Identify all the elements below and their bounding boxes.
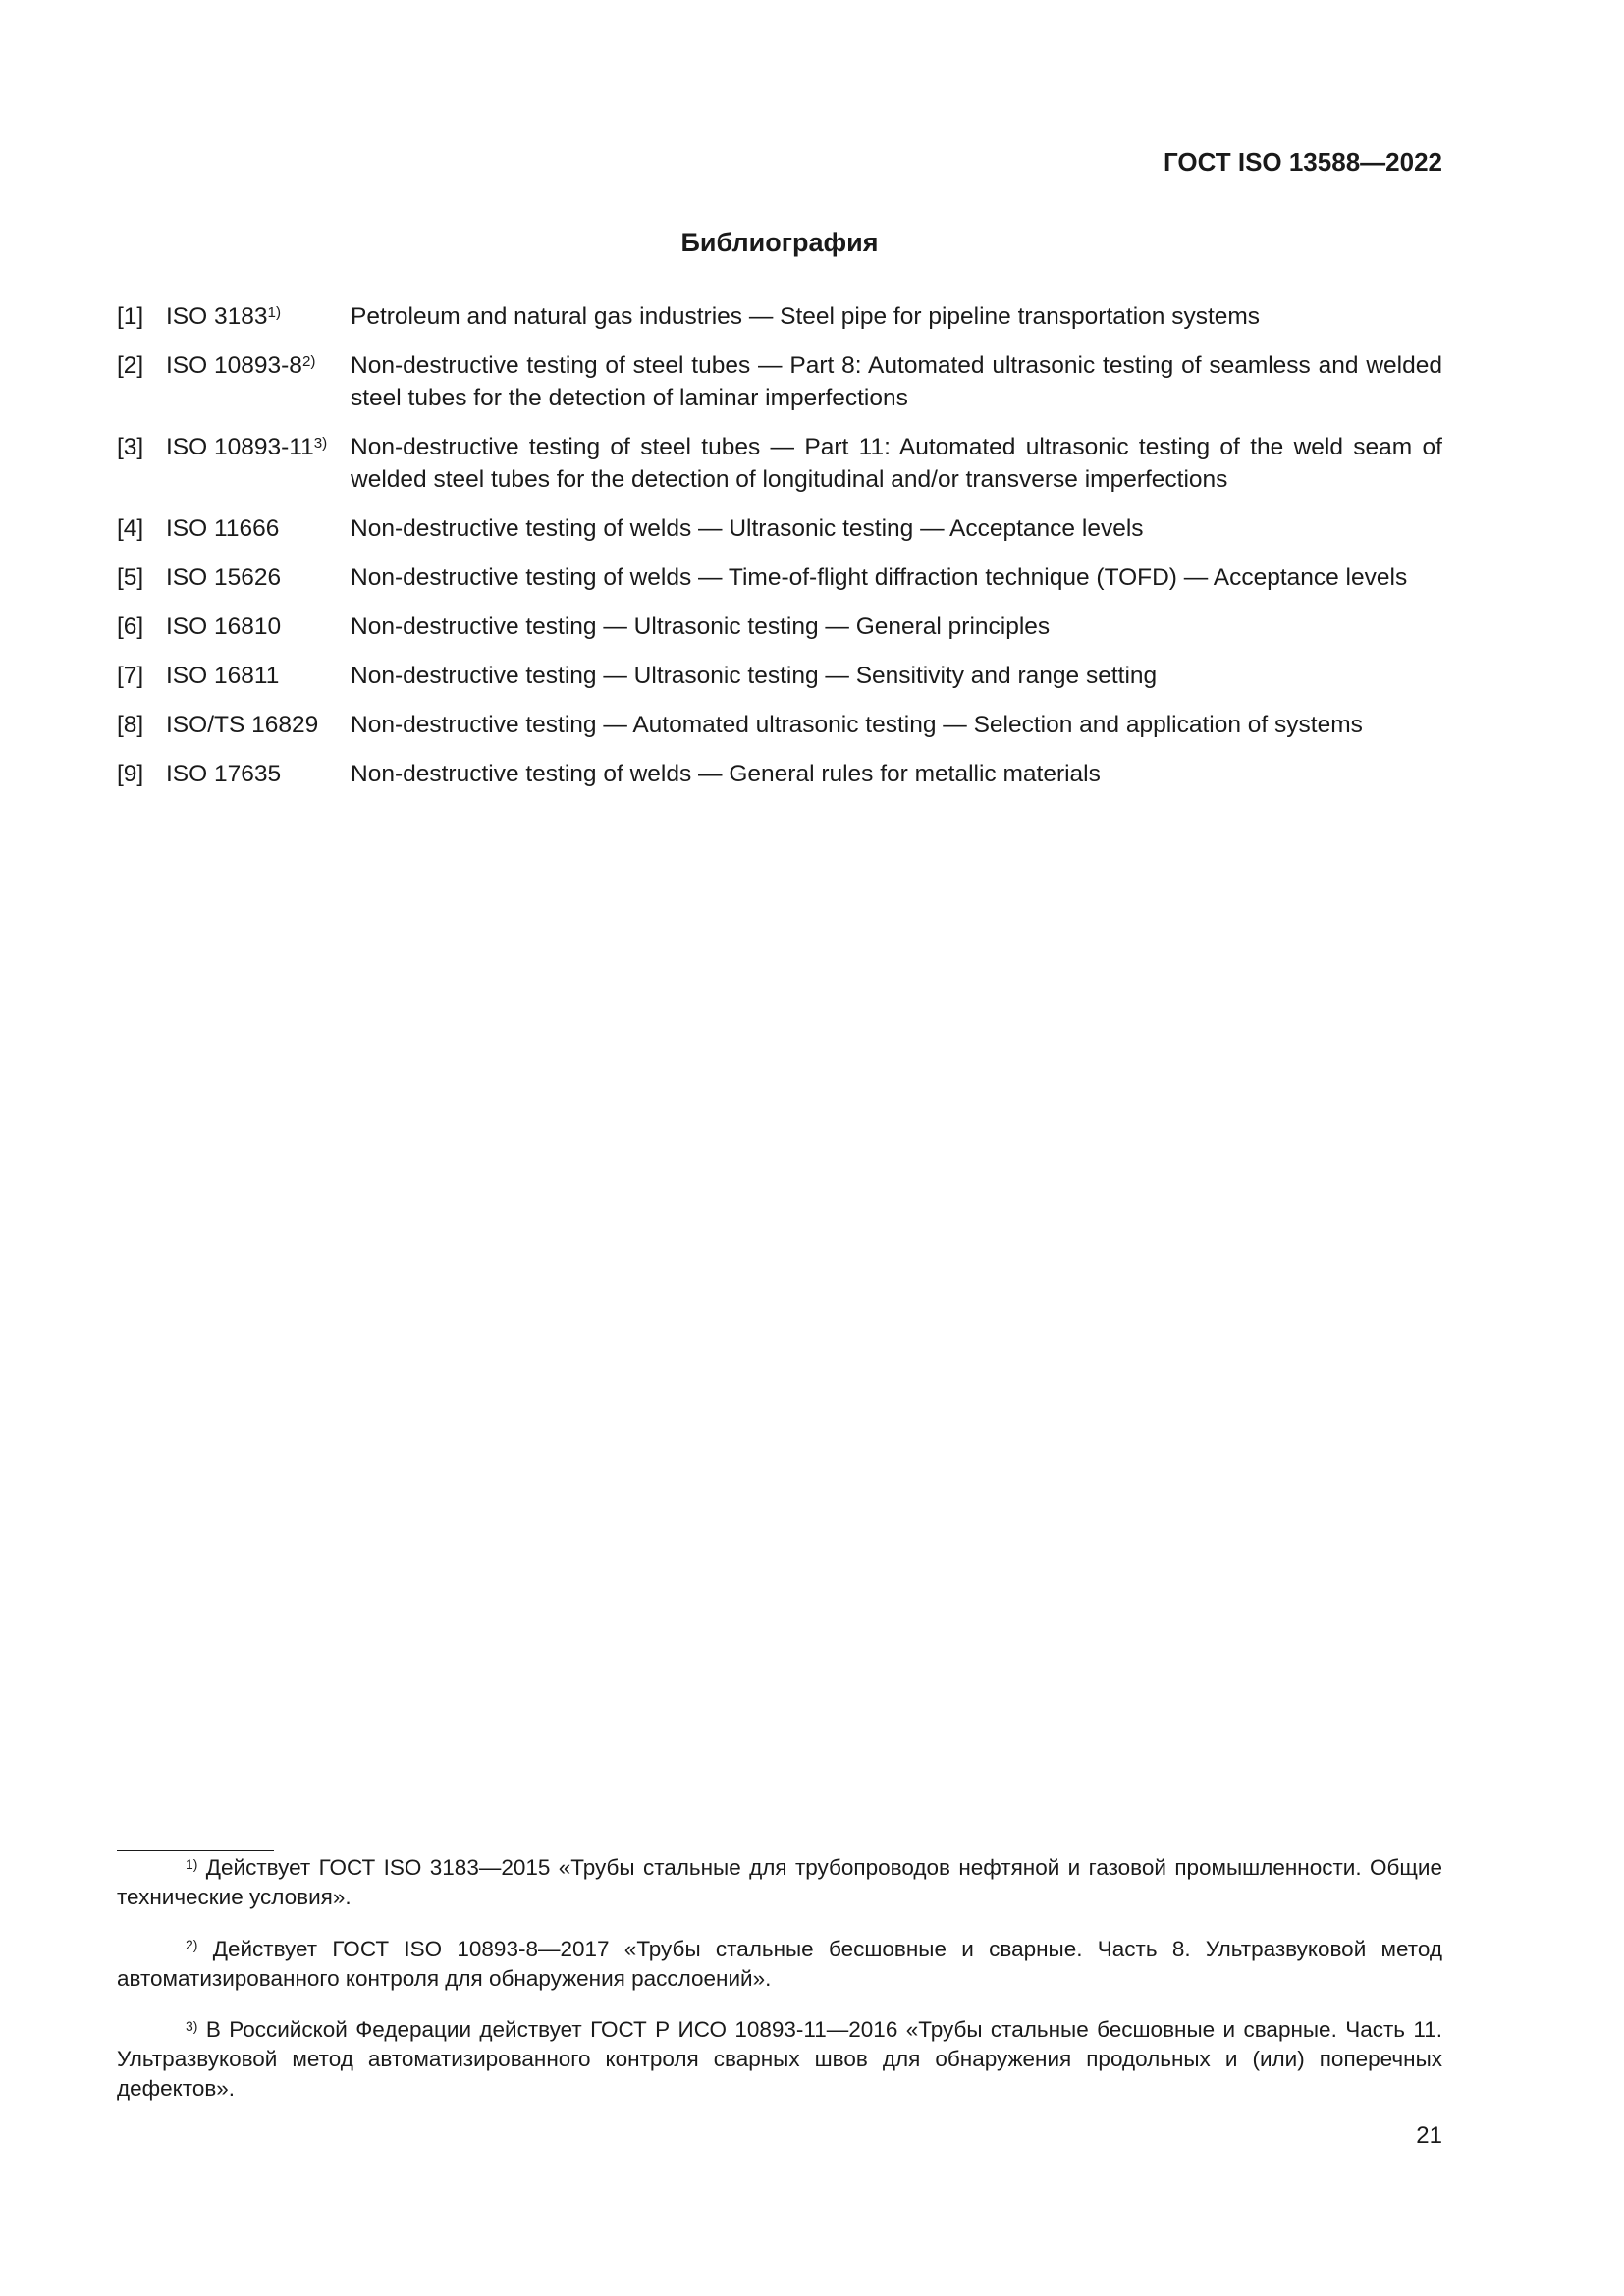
- footnote-mark: 3): [186, 2017, 198, 2034]
- entry-reference: [166, 431, 351, 496]
- entry-reference-code: ISO 3183: [166, 303, 268, 330]
- entry-description: Non-destructive testing — Automated ultrasonic testing — Selection and application of systems: [351, 712, 1363, 738]
- bibliography-entry: [117, 512, 1442, 545]
- footnote-text: В Российской Федерации действует ГОСТ Р ИСО 10893-11—2016 «Трубы стальные бесшовные и сварные. Часть 11. Ультразвуковой метод автоматизированного контроля сварных швов для обнаружения продольных и (или) поперечных дефектов».: [117, 2017, 1442, 2101]
- entry-reference-code: ISO 10893-8: [166, 352, 302, 379]
- entry-description: Petroleum and natural gas industries — Steel pipe for pipeline transportation systems: [351, 303, 1261, 330]
- entry-number: [5]: [117, 564, 144, 591]
- entry-reference: ISO 15626: [166, 564, 282, 591]
- entry-description: Non-destructive testing — Ultrasonic testing — General principles: [351, 614, 1051, 640]
- entry-reference: ISO 11666: [166, 515, 280, 542]
- entry-description: Non-destructive testing of welds — Ultrasonic testing — Acceptance levels: [351, 515, 1144, 542]
- entry-number: [1]: [117, 303, 144, 330]
- bibliography-entry: [117, 349, 1442, 414]
- entry-reference: ISO/TS 16829: [166, 712, 319, 738]
- entry-reference: ISO 16811: [166, 663, 280, 689]
- entry-number: [2]: [117, 352, 144, 379]
- entry-number: [8]: [117, 712, 144, 738]
- entry-number: [3]: [117, 434, 144, 460]
- bibliography-list: [117, 300, 1442, 807]
- footnote: [117, 1853, 1442, 1912]
- bibliography-entry: [117, 431, 1442, 496]
- bibliography-entry: [117, 300, 1442, 333]
- footnote-separator: [117, 1850, 274, 1851]
- footnote-marker: 1): [267, 304, 282, 322]
- page-number: 21: [1416, 2122, 1442, 2149]
- entry-reference: [166, 300, 351, 333]
- entry-reference: ISO 16810: [166, 614, 282, 640]
- footnote-marker: 2): [301, 353, 316, 371]
- entry-description: Non-destructive testing of welds — General rules for metallic materials: [351, 761, 1101, 787]
- footnote-text: Действует ГОСТ ISO 10893-8—2017 «Трубы стальные бесшовные и сварные. Часть 8. Ультразвуковой метод автоматизированного контроля для обнаружения расслоений».: [117, 1936, 1442, 1991]
- entry-number: [6]: [117, 614, 144, 640]
- entry-reference-code: ISO 10893-11: [166, 434, 314, 460]
- entry-number: [7]: [117, 663, 144, 689]
- bibliography-entry: [117, 660, 1442, 692]
- entry-description: Non-destructive testing of welds — Time-of-flight diffraction technique (TOFD) — Acceptance levels: [351, 564, 1408, 591]
- document-code: ГОСТ ISO 13588—2022: [1163, 147, 1442, 177]
- footnote: [117, 1935, 1442, 1994]
- bibliography-entry: [117, 709, 1442, 741]
- bibliography-entry: [117, 611, 1442, 643]
- entry-number: [4]: [117, 515, 144, 542]
- entry-reference: ISO 17635: [166, 761, 282, 787]
- footnotes: [117, 1853, 1442, 2113]
- footnote: [117, 2015, 1442, 2104]
- footnote-mark: 2): [186, 1937, 198, 1953]
- bibliography-entry: [117, 758, 1442, 790]
- footnote-marker: 3): [313, 435, 328, 453]
- entry-description: Non-destructive testing of steel tubes — Part 11: Automated ultrasonic testing of the weld seam of welded steel tubes for the detection of longitudinal and/or transverse imperfections: [351, 434, 1442, 493]
- bibliography-title: Библиография: [680, 228, 879, 257]
- entry-number: [9]: [117, 761, 144, 787]
- entry-description: Non-destructive testing of steel tubes — Part 8: Automated ultrasonic testing of seamless and welded steel tubes for the detection of laminar imperfections: [351, 352, 1442, 411]
- footnote-mark: 1): [186, 1855, 198, 1872]
- bibliography-entry: [117, 561, 1442, 594]
- entry-description: Non-destructive testing — Ultrasonic testing — Sensitivity and range setting: [351, 663, 1158, 689]
- footnote-text: Действует ГОСТ ISO 3183—2015 «Трубы стальные для трубопроводов нефтяной и газовой промышленности. Общие технические условия».: [117, 1855, 1442, 1909]
- entry-reference: [166, 349, 351, 414]
